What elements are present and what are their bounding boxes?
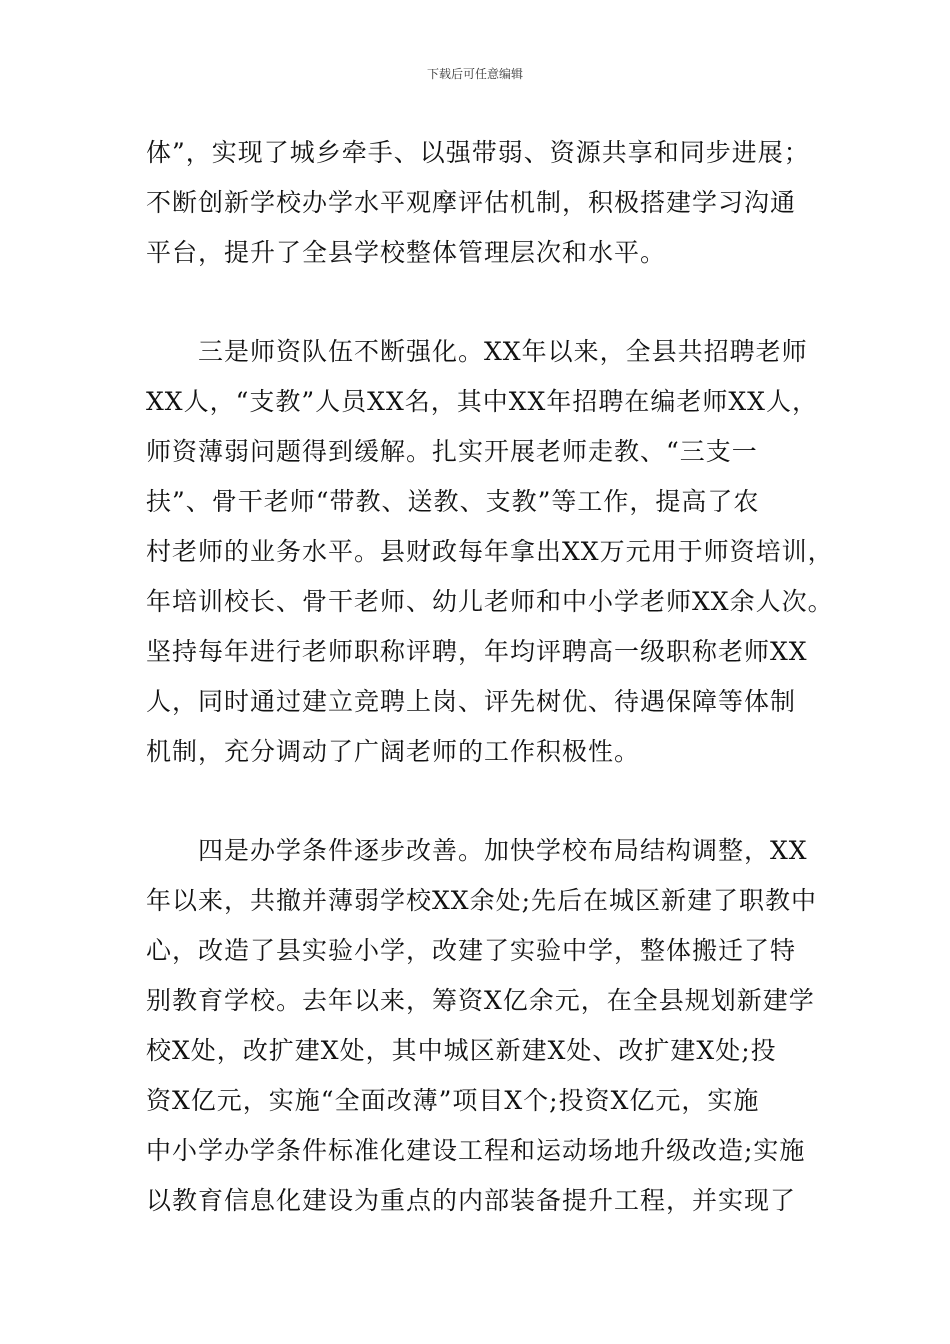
paragraph-2-line-7: 坚持每年进行老师职称评聘，年均评聘高一级职称老师XX bbox=[146, 637, 808, 666]
paragraph-2-line-5: 村老师的业务水平。县财政每年拿出XX万元用于师资培训， bbox=[146, 537, 834, 566]
paragraph-2-line-8: 人，同时通过建立竞聘上岗、评先树优、待遇保障等体制 bbox=[146, 687, 797, 716]
paragraph-1-line-1: 体”，实现了城乡牵手、以强带弱、资源共享和同步进展； bbox=[146, 138, 810, 167]
paragraph-2-line-6: 年培训校长、骨干老师、幼儿老师和中小学老师XX余人次。 bbox=[146, 587, 834, 616]
paragraph-1-line-3: 平台，提升了全县学校整体管理层次和水平。 bbox=[146, 238, 667, 267]
paragraph-2-line-2: XX人，“支教”人员XX名，其中XX年招聘在编老师XX人， bbox=[146, 387, 818, 416]
paragraph-3-line-7: 中小学办学条件标准化建设工程和运动场地升级改造;实施 bbox=[146, 1136, 806, 1165]
paragraph-3-line-4: 别教育学校。去年以来，筹资X亿余元，在全县规划新建学 bbox=[146, 986, 815, 1015]
paragraph-2-line-9: 机制，充分调动了广阔老师的工作积极性。 bbox=[146, 737, 641, 766]
paragraph-2-line-1: 三是师资队伍不断强化。XX年以来，全县共招聘老师 bbox=[198, 337, 808, 366]
paragraph-3-line-2: 年以来，共撤并薄弱学校XX余处;先后在城区新建了职教中 bbox=[146, 886, 818, 915]
paragraph-2-line-4: 扶”、骨干老师“带教、送教、支教”等工作，提高了农 bbox=[146, 487, 760, 516]
paragraph-3-line-5: 校X处，改扩建X处，其中城区新建X处、改扩建X处;投 bbox=[146, 1036, 777, 1065]
paragraph-3-line-8: 以教育信息化建设为重点的内部装备提升工程，并实现了 bbox=[146, 1186, 797, 1215]
paragraph-3-line-1: 四是办学条件逐步改善。加快学校布局结构调整，XX bbox=[198, 836, 808, 865]
paragraph-3-line-3: 心，改造了县实验小学，改建了实验中学，整体搬迁了特 bbox=[146, 936, 797, 965]
document-body bbox=[146, 128, 834, 1226]
paragraph-2-line-3: 师资薄弱问题得到缓解。扎实开展老师走教、“三支一 bbox=[146, 437, 758, 466]
paragraph-1-line-2: 不断创新学校办学水平观摩评估机制，积极搭建学习沟通 bbox=[146, 188, 797, 217]
page-header: 下载后可任意编辑 bbox=[426, 67, 523, 81]
paragraph-3-line-6: 资X亿元，实施“全面改薄”项目X个;投资X亿元，实施 bbox=[146, 1086, 760, 1115]
